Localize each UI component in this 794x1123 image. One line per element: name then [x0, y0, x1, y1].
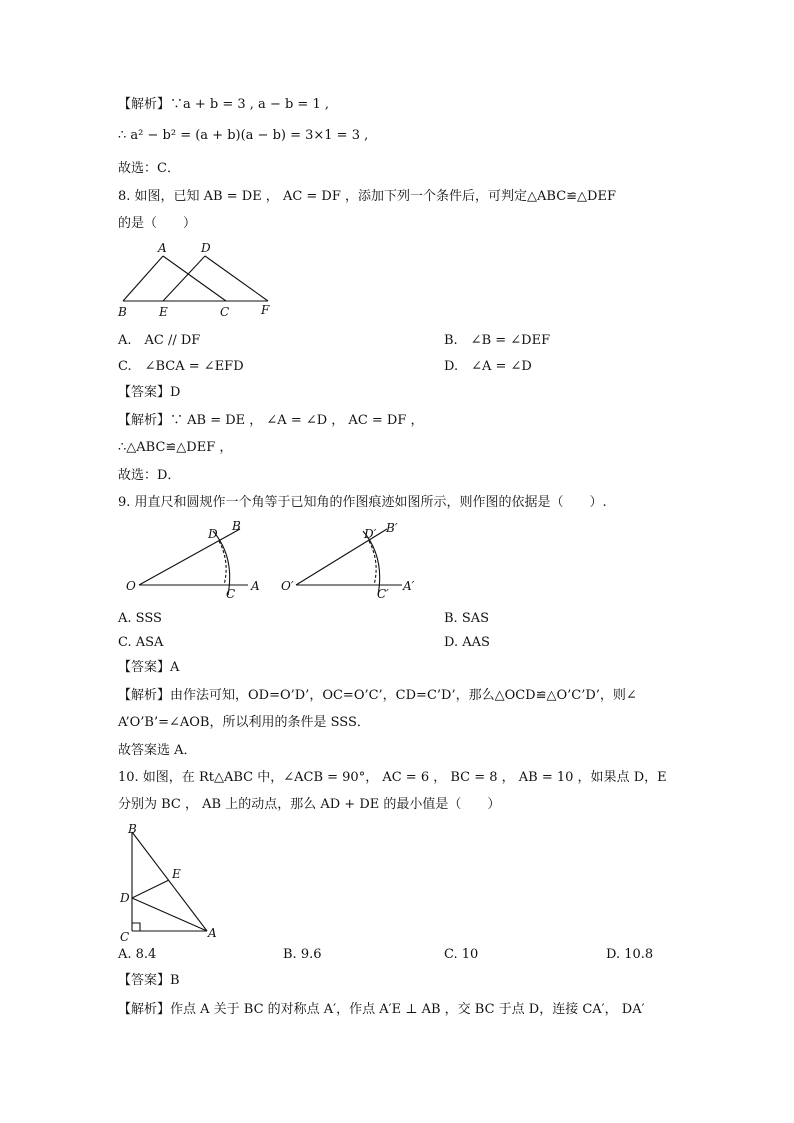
q10-label-a: A [208, 926, 217, 940]
q8-label-e: E [159, 305, 168, 319]
q8-label-b: B [118, 305, 127, 319]
prev-analysis: 【解析】∵a + b = 3 , a − b = 1 , [118, 97, 329, 112]
q9-label-b-prime: B′ [386, 521, 398, 535]
q8-option-a: A. AC // DF [118, 333, 201, 348]
q10-option-a: A. 8.4 [118, 947, 157, 962]
q8-figure [112, 236, 282, 322]
prev-therefore: ∴ a² − b² = (a + b)(a − b) = 3×1 = 3 , [118, 128, 369, 143]
q9-figure [120, 517, 430, 603]
q9-option-c: C. ASA [118, 635, 164, 650]
q9-label-o: O [126, 579, 136, 593]
q8-option-c: C. ∠BCA = ∠EFD [118, 359, 244, 374]
q9-answer: 【答案】A [118, 660, 180, 675]
q9-label-c-prime: C′ [377, 587, 389, 601]
q9-label-a: A [251, 579, 260, 593]
q8-conclusion: 故选：D． [118, 468, 181, 483]
q8-option-d: D. ∠A = ∠D [444, 359, 532, 374]
q10-figure [112, 818, 232, 946]
q8-label-f: F [261, 303, 270, 317]
q10-analysis: 【解析】作点 A 关于 BC 的对称点 A′，作点 A′E ⊥ AB ，交 BC 于点 D，连接 CA′， DA′ [118, 1002, 645, 1017]
q8-option-b: B. ∠B = ∠DEF [444, 333, 551, 348]
q9-label-b: B [232, 519, 241, 533]
q10-text-line2: 分别为 BC ， AB 上的动点，那么 AD + DE 的最小值是（ ） [118, 797, 501, 812]
q9-option-b: B. SAS [444, 611, 490, 626]
q9-label-d: D [208, 527, 218, 541]
q8-label-a: A [158, 241, 167, 255]
q8-analysis-line2: ∴△ABC≌△DEF ， [118, 440, 233, 455]
q10-option-d: D. 10.8 [606, 947, 654, 962]
q8-label-c: C [220, 305, 230, 319]
q8-text-line2: 的是（ ） [118, 216, 197, 231]
q10-option-c: C. 10 [444, 947, 479, 962]
q9-text: 9. 用直尺和圆规作一个角等于已知角的作图痕迹如图所示，则作图的依据是（ ）. [118, 495, 607, 510]
q8-analysis-line1: 【解析】∵ AB = DE ， ∠A = ∠D ， AC = DF ， [118, 413, 424, 428]
q10-label-c: C [120, 930, 130, 944]
q9-analysis-line2: A’O’B’=∠AOB，所以利用的条件是 SSS． [118, 715, 370, 730]
q9-label-c: C [226, 587, 236, 601]
q8-text-line1: 8. 如图，已知 AB = DE ， AC = DF ，添加下列一个条件后，可判定△ABC≌△DEF [118, 189, 616, 204]
prev-answer: 故选：C． [118, 161, 180, 176]
q9-option-a: A. SSS [118, 611, 162, 626]
q9-option-d: D. AAS [444, 635, 490, 650]
q10-label-e: E [172, 867, 181, 881]
q9-label-o-prime: O′ [281, 579, 294, 593]
q9-conclusion: 故答案选 A． [118, 743, 197, 758]
q10-option-b: B. 9.6 [283, 947, 322, 962]
q8-label-d: D [201, 241, 211, 255]
q9-label-a-prime: A′ [403, 579, 415, 593]
q8-answer: 【答案】D [118, 385, 181, 400]
q10-answer: 【答案】B [118, 973, 180, 988]
q10-text-line1: 10. 如图，在 Rt△ABC 中，∠ACB = 90°， AC = 6 ， BC = 8 ， AB = 10 ，如果点 D，E [118, 770, 667, 785]
q9-analysis-line1: 【解析】由作法可知，OD=O’D’，OC=O’C’，CD=C’D’，那么△OCD≌△O’C’D’，则∠ [118, 688, 637, 703]
q9-label-d-prime: D′ [364, 527, 377, 541]
q10-label-b: B [128, 822, 137, 836]
q10-label-d: D [120, 891, 130, 905]
